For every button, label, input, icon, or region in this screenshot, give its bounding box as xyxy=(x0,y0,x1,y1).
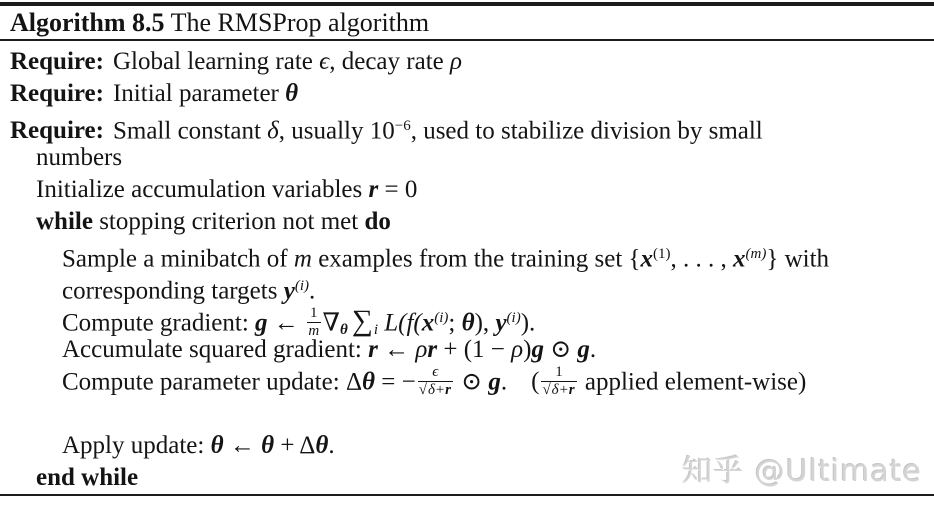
do-keyword: do xyxy=(364,208,391,235)
title-divider-rule xyxy=(0,39,934,41)
text-segment: Initialize accumulation variables xyxy=(36,176,369,203)
summation-index: i xyxy=(373,322,378,338)
x-symbol: x xyxy=(421,309,435,337)
exponent: −6 xyxy=(394,118,411,134)
initialize-line xyxy=(0,174,934,206)
algorithm-body xyxy=(0,46,934,494)
text-segment: Sample a minibatch of xyxy=(62,245,294,273)
epsilon-over-sqrt-fraction xyxy=(418,364,453,400)
superscript-m: (m) xyxy=(745,246,767,262)
fraction-numerator: 1 xyxy=(307,305,321,323)
blank-line xyxy=(0,398,934,430)
require-keyword: Require: xyxy=(10,48,104,75)
fraction-denominator: m xyxy=(308,322,320,339)
text-segment: Accumulate squared gradient: xyxy=(62,336,369,363)
text-segment: + xyxy=(274,432,300,459)
theta-symbol: θ xyxy=(285,80,299,107)
text-segment: Initial parameter xyxy=(112,80,286,107)
x-symbol: x xyxy=(640,245,654,273)
top-rule xyxy=(0,2,934,6)
text-segment: examples from the training set { xyxy=(311,245,641,273)
g-symbol: g xyxy=(577,336,590,363)
r-symbol: r xyxy=(368,336,378,363)
algorithm-number-label: Algorithm 8.5 xyxy=(10,8,165,37)
sqrt-symbol: √ xyxy=(542,382,551,398)
delta-symbol: δ xyxy=(267,117,279,145)
open-paren: ( xyxy=(531,368,540,396)
g-symbol: g xyxy=(488,368,501,396)
algorithm-name: The RMSProp algorithm xyxy=(170,8,430,37)
fraction-denominator xyxy=(418,382,453,399)
theta-symbol: θ xyxy=(210,432,224,459)
text-segment: ). xyxy=(520,309,536,337)
text-segment: + (1 − xyxy=(437,336,512,363)
minus-sign: − xyxy=(401,368,416,396)
sample-continuation-line xyxy=(0,270,934,305)
text-segment: = xyxy=(375,368,402,396)
while-line xyxy=(0,206,934,238)
left-arrow: ← xyxy=(267,309,306,337)
text-segment: . xyxy=(328,432,335,459)
text-segment: , used to stabilize division by small xyxy=(410,117,763,145)
fraction-denominator xyxy=(541,382,576,399)
r-symbol: r xyxy=(427,336,438,363)
left-arrow: ← xyxy=(223,432,262,459)
text-segment: Compute gradient: xyxy=(62,309,256,337)
nabla-symbol: ∇ xyxy=(322,309,340,337)
text-segment: stopping criterion not met xyxy=(92,208,365,235)
fraction-numerator: ϵ xyxy=(418,364,453,382)
text-segment: Small constant xyxy=(112,117,268,145)
end-while-keyword: end while xyxy=(36,464,139,491)
r-symbol: r xyxy=(568,382,575,398)
delta-plus-text: δ+ xyxy=(551,382,569,398)
while-keyword: while xyxy=(36,208,93,235)
superscript-1: (1) xyxy=(653,246,671,262)
theta-symbol: θ xyxy=(461,309,475,337)
text-segment: Compute parameter update: xyxy=(62,368,346,396)
text-segment: . xyxy=(309,277,316,305)
zhihu-watermark: 知乎 @Ultimate xyxy=(682,454,922,489)
text-segment: . xyxy=(500,368,508,396)
superscript-i: (i) xyxy=(294,278,309,294)
algorithm-title xyxy=(10,8,429,38)
g-symbol: g xyxy=(531,336,544,363)
base-ten: 10 xyxy=(369,117,395,145)
text-segment: , decay rate xyxy=(329,48,450,75)
require-line-initial-parameter xyxy=(0,78,934,110)
require-line-continuation xyxy=(0,142,934,174)
accumulate-gradient-line xyxy=(0,334,934,366)
text-segment: , usually xyxy=(278,117,370,145)
radicand xyxy=(551,381,576,398)
parameter-update-line xyxy=(0,363,934,398)
m-symbol: m xyxy=(293,245,312,273)
require-keyword: Require: xyxy=(10,80,104,107)
theta-symbol: θ xyxy=(261,432,275,459)
bottom-rule xyxy=(0,494,934,496)
require-keyword: Require: xyxy=(10,117,104,145)
text-segment: Global learning rate xyxy=(112,48,320,75)
left-arrow: ← xyxy=(377,336,416,363)
text-segment: ; xyxy=(448,309,462,337)
sqrt-symbol: √ xyxy=(418,382,427,398)
require-line-learning-rate xyxy=(0,46,934,78)
elementwise-product-symbol: ⊙ xyxy=(543,336,578,363)
theta-symbol: θ xyxy=(362,368,375,396)
nabla-theta-subscript: θ xyxy=(340,322,348,338)
elementwise-product-symbol: ⊙ xyxy=(454,368,489,396)
text-segment: . xyxy=(589,336,597,363)
r-symbol: r xyxy=(368,176,379,203)
text-segment: ) xyxy=(523,336,532,363)
text-segment: ), xyxy=(474,309,496,337)
text-segment: Apply update: xyxy=(62,432,211,459)
one-over-m-fraction xyxy=(307,305,321,341)
loss-function-text: L(f( xyxy=(378,309,422,337)
r-symbol: r xyxy=(445,382,451,398)
require-line-small-constant xyxy=(0,110,934,145)
g-symbol: g xyxy=(255,309,268,337)
text-segment: , . . . , xyxy=(670,245,734,273)
radicand xyxy=(427,381,452,398)
delta-plus-text: δ+ xyxy=(427,382,446,398)
delta-uppercase-symbol: Δ xyxy=(345,368,363,396)
rho-symbol: ρ xyxy=(415,336,428,363)
text-segment: corresponding targets xyxy=(62,277,284,305)
text-segment: } with xyxy=(766,245,830,273)
rho-symbol: ρ xyxy=(450,48,462,75)
compute-gradient-line xyxy=(0,302,934,339)
superscript-i: (i) xyxy=(434,310,449,326)
text-segment: applied element-wise) xyxy=(578,368,807,396)
x-symbol: x xyxy=(733,245,746,273)
theta-symbol: θ xyxy=(315,432,329,459)
delta-uppercase-symbol: Δ xyxy=(299,432,316,459)
one-over-sqrt-fraction xyxy=(541,364,576,400)
summation-symbol: ∑ xyxy=(351,305,373,338)
superscript-i: (i) xyxy=(506,310,521,326)
y-symbol: y xyxy=(283,277,295,305)
y-symbol: y xyxy=(495,309,507,337)
text-segment: numbers xyxy=(36,144,123,171)
rho-symbol: ρ xyxy=(511,336,524,363)
epsilon-symbol: ϵ xyxy=(319,48,330,75)
text-segment: = 0 xyxy=(378,176,418,203)
fraction-numerator: 1 xyxy=(541,364,576,382)
sample-minibatch-line xyxy=(0,238,934,273)
